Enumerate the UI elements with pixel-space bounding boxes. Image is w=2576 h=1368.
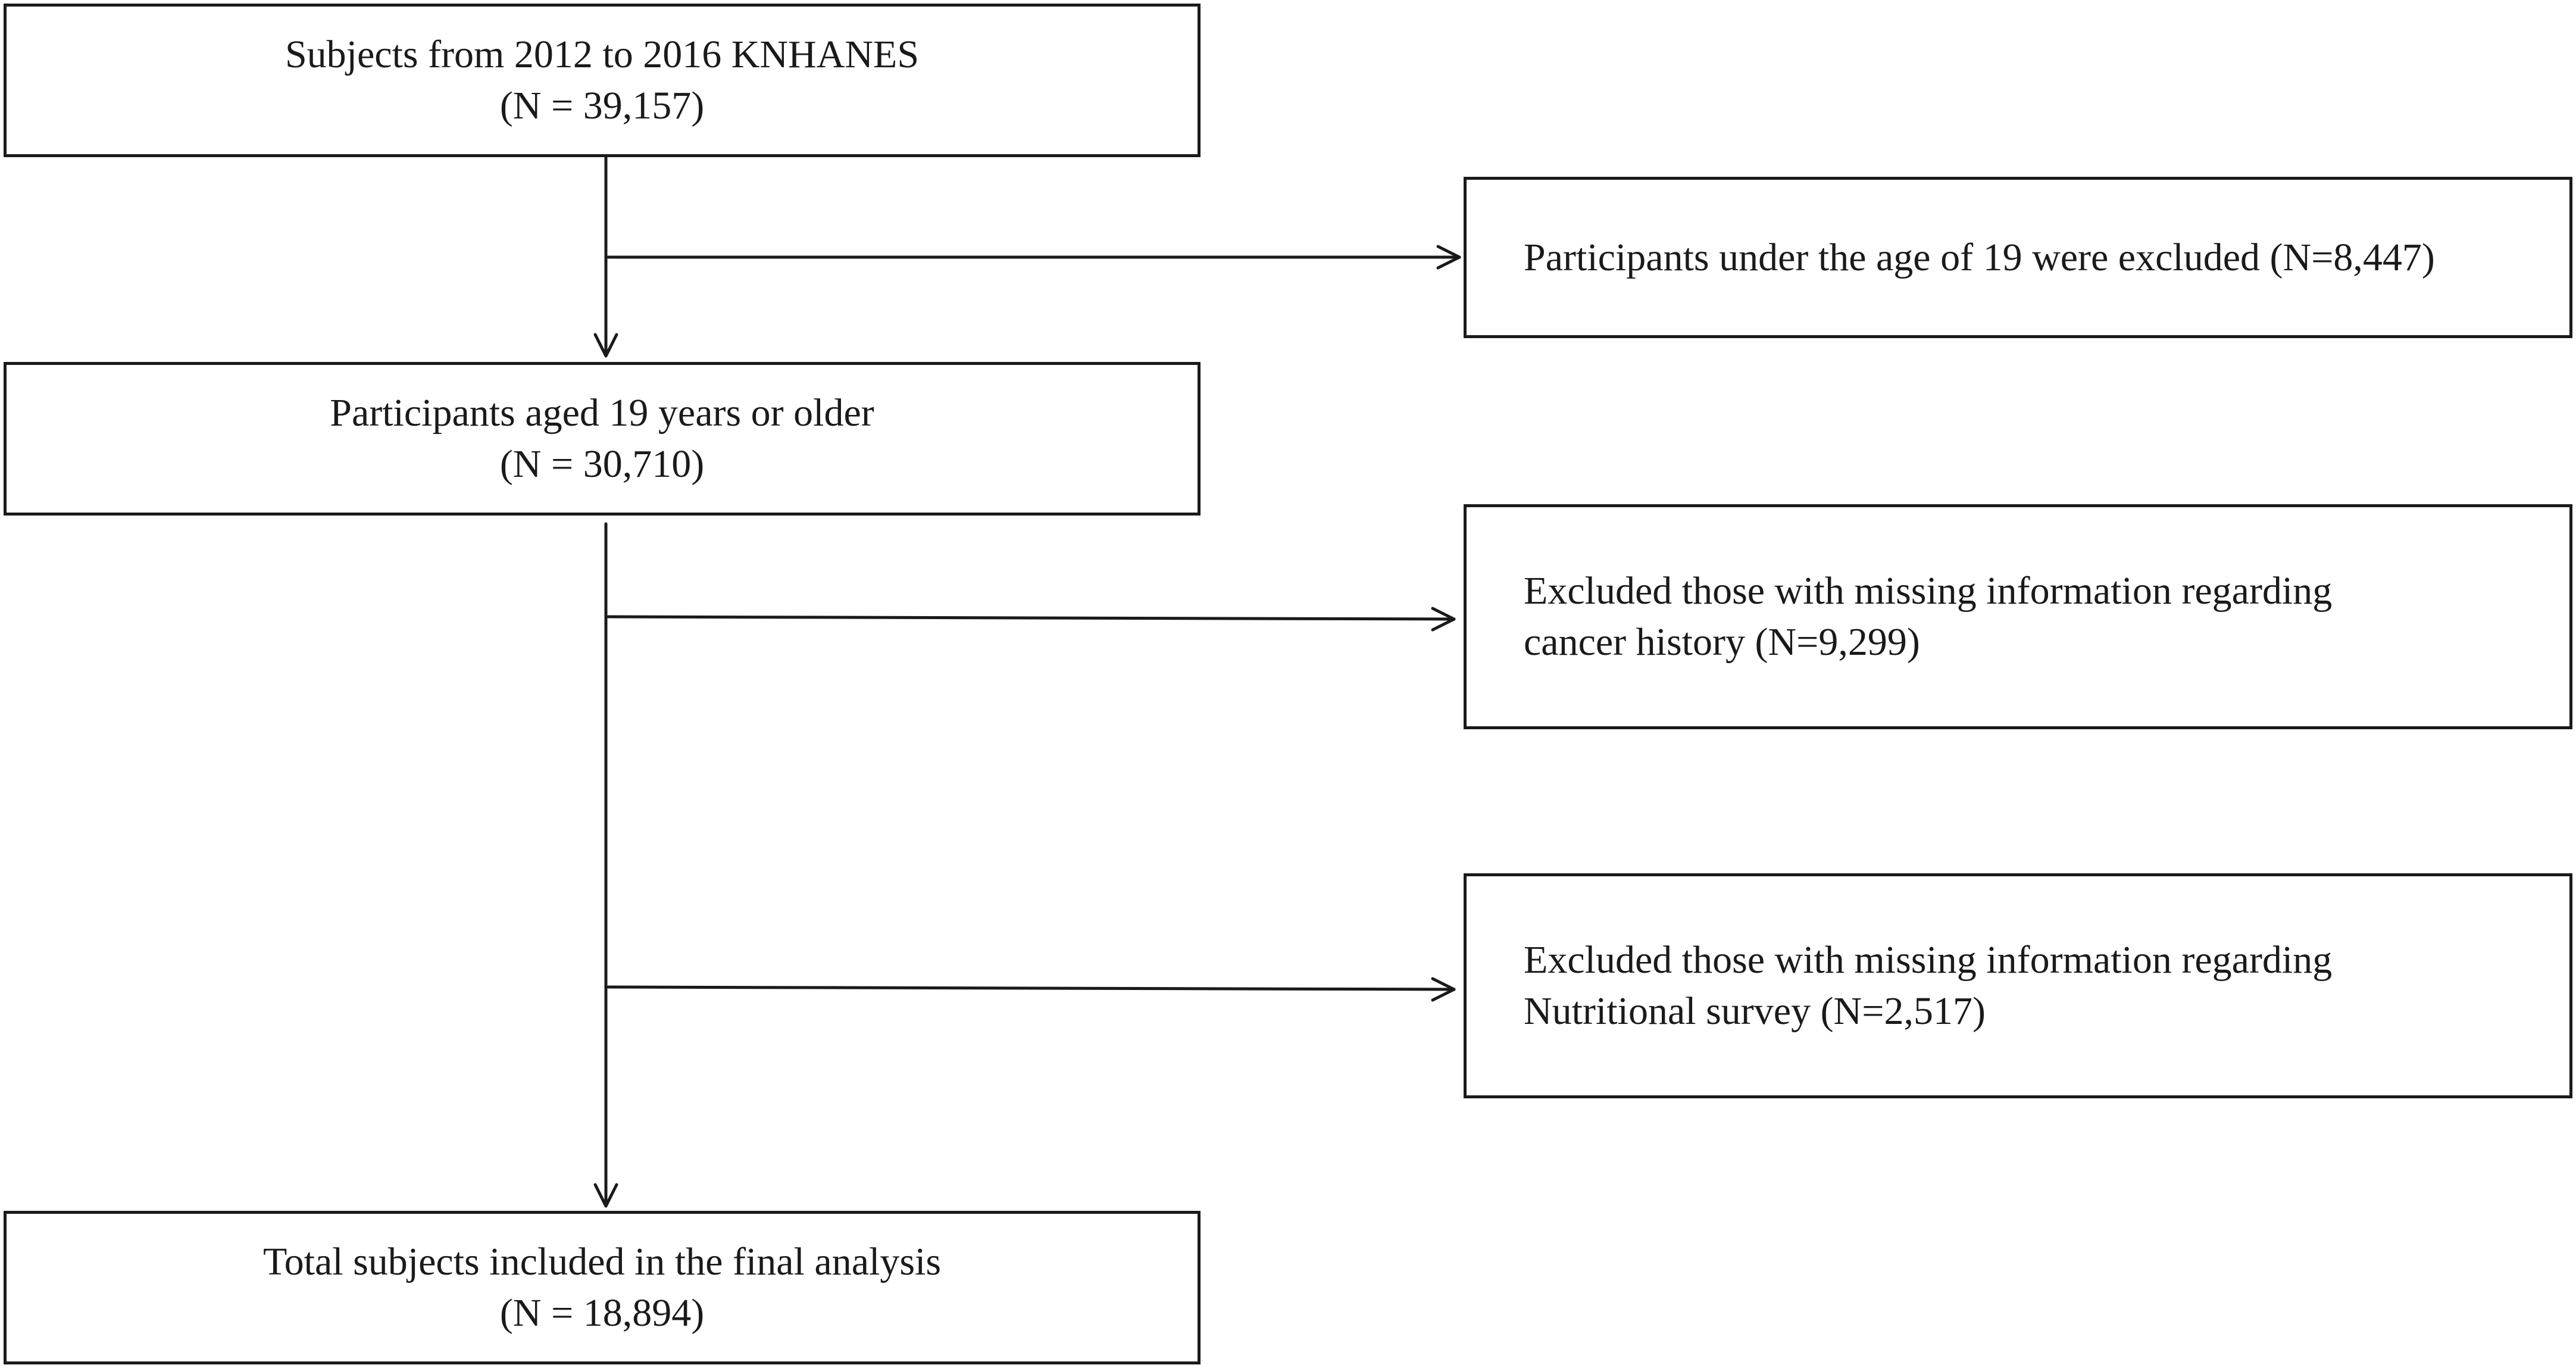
age-exclusion-box <box>1464 177 2572 338</box>
adults-box-title: Participants aged 19 years or older <box>330 391 874 435</box>
branch-line-nutrition-exclusion <box>608 987 1454 989</box>
adults-box-count: (N = 30,710) <box>499 442 705 486</box>
final-box <box>4 1211 1201 1364</box>
start-box-count: (N = 39,157) <box>499 84 705 127</box>
adults-box <box>4 362 1201 516</box>
nutrition-exclusion-box <box>1464 873 2572 1098</box>
age-exclusion-text: Participants under the age of 19 were excluded (N=8,447) <box>1524 235 2435 279</box>
branch-line-cancer-exclusion <box>608 617 1454 619</box>
cancer-exclusion-box <box>1464 504 2572 729</box>
final-box-title: Total subjects included in the final analysis <box>262 1240 942 1283</box>
nutrition-exclusion-line1: Excluded those with missing information regarding <box>1524 938 2333 982</box>
cancer-exclusion-line1: Excluded those with missing information regarding <box>1524 569 2333 613</box>
nutrition-exclusion-line2: Nutritional survey (N=2,517) <box>1524 989 1986 1033</box>
start-box <box>4 4 1201 157</box>
final-box-count: (N = 18,894) <box>499 1291 705 1335</box>
start-box-title: Subjects from 2012 to 2016 KNHANES <box>285 33 920 76</box>
cancer-exclusion-line2: cancer history (N=9,299) <box>1524 620 1920 664</box>
